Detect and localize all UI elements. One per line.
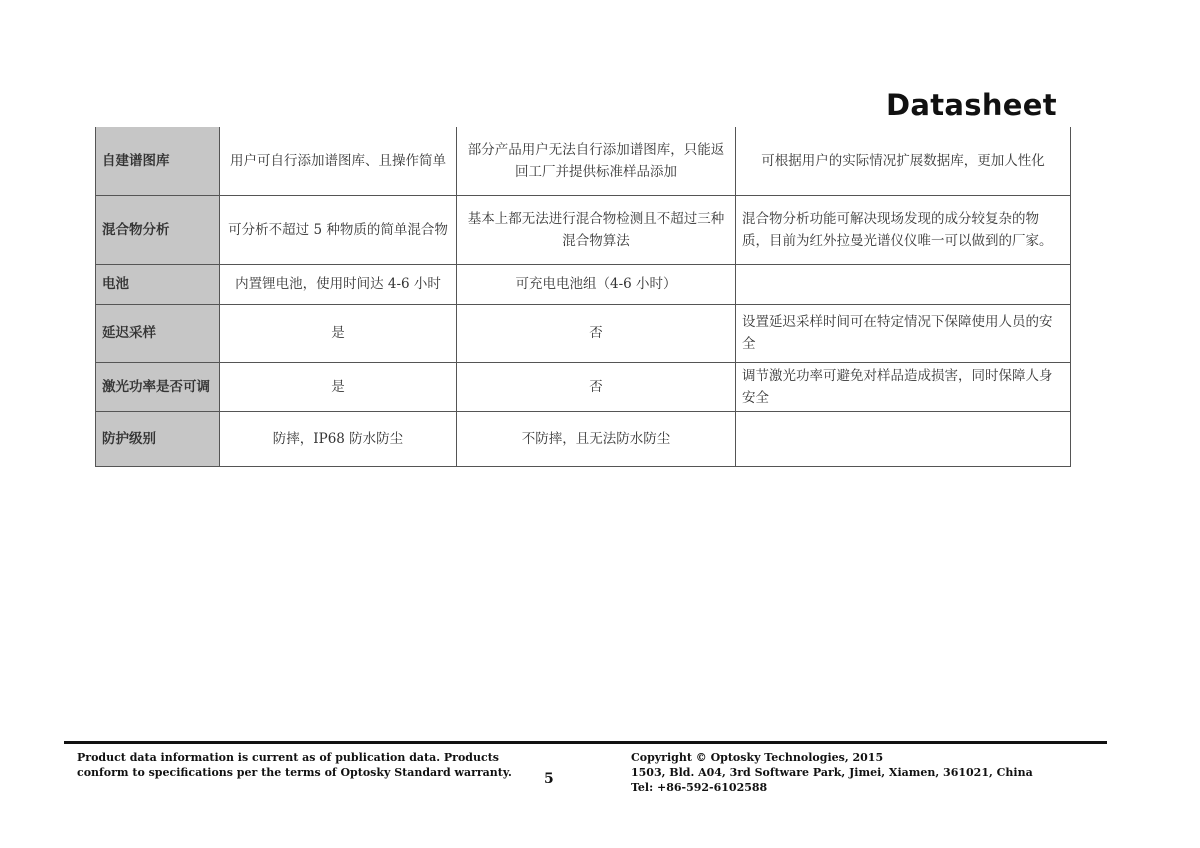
- row-label: 激光功率是否可调: [96, 362, 220, 411]
- cell-col3: [736, 264, 1071, 304]
- footer-address: 1503, Bld. A04, 3rd Software Park, Jimei, Xiamen, 361021, China: [631, 766, 1033, 779]
- table-row: [96, 127, 1071, 195]
- cell-col3: 设置延迟采样时间可在特定情况下保障使用人员的安全: [736, 304, 1071, 362]
- table-row: [96, 264, 1071, 304]
- row-label: 自建谱图库: [96, 127, 220, 195]
- cell-col3: [736, 411, 1071, 466]
- cell-col1: 是: [220, 362, 457, 411]
- cell-col3: 可根据用户的实际情况扩展数据库，更加人性化: [736, 127, 1071, 195]
- footer-divider: [64, 741, 1107, 744]
- row-label: 防护级别: [96, 411, 220, 466]
- footer-disclaimer-line: conform to specifications per the terms of Optosky Standard warranty.: [77, 766, 512, 779]
- cell-col1: 防摔，IP68 防水防尘: [220, 411, 457, 466]
- row-label: 电池: [96, 264, 220, 304]
- table-row: [96, 362, 1071, 411]
- table-row: [96, 304, 1071, 362]
- footer-disclaimer-line: Product data information is current as of publication data. Products: [77, 751, 499, 764]
- cell-col2: 不防摔，且无法防水防尘: [457, 411, 736, 466]
- cell-col1: 内置锂电池，使用时间达 4-6 小时: [220, 264, 457, 304]
- footer-phone: Tel: +86-592-6102588: [631, 781, 768, 794]
- comparison-table: [95, 127, 1071, 467]
- table-row: [96, 195, 1071, 264]
- footer-copyright: Copyright © Optosky Technologies, 2015: [631, 751, 884, 764]
- cell-col2: 否: [457, 304, 736, 362]
- table-row: [96, 411, 1071, 466]
- cell-col1: 是: [220, 304, 457, 362]
- footer-contact: [631, 750, 1101, 795]
- row-label: 混合物分析: [96, 195, 220, 264]
- cell-col1: 可分析不超过 5 种物质的简单混合物: [220, 195, 457, 264]
- cell-col2: 否: [457, 362, 736, 411]
- cell-col2: 基本上都无法进行混合物检测且不超过三种混合物算法: [457, 195, 736, 264]
- cell-col1: 用户可自行添加谱图库、且操作简单: [220, 127, 457, 195]
- cell-col3: 调节激光功率可避免对样品造成损害，同时保障人身安全: [736, 362, 1071, 411]
- cell-col3: 混合物分析功能可解决现场发现的成分较复杂的物质，目前为红外拉曼光谱仪仪唯一可以做到的厂家。: [736, 195, 1071, 264]
- document-title: Datasheet: [886, 88, 1057, 122]
- cell-col2: 可充电电池组（4-6 小时）: [457, 264, 736, 304]
- footer-disclaimer: [77, 750, 517, 780]
- row-label: 延迟采样: [96, 304, 220, 362]
- cell-col2: 部分产品用户无法自行添加谱图库，只能返回工厂并提供标准样品添加: [457, 127, 736, 195]
- page-number: 5: [544, 771, 554, 787]
